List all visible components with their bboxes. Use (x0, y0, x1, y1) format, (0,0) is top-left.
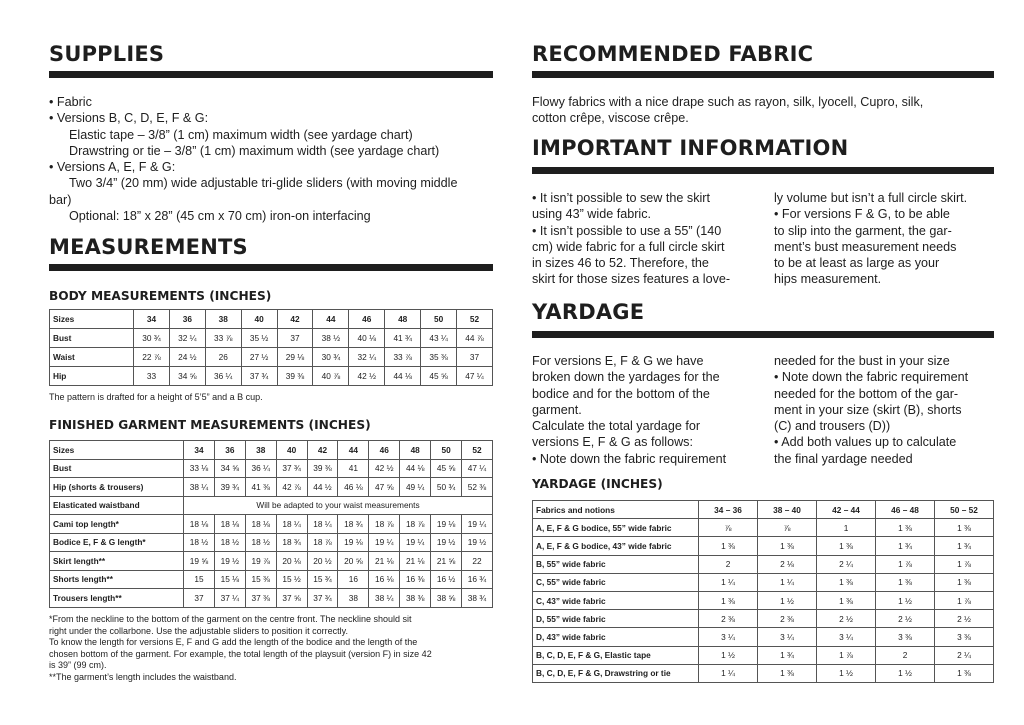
table-header-cell: 34 – 36 (699, 501, 758, 519)
table-cell: 1 ½ (876, 664, 935, 682)
table-header-cell: 50 (431, 441, 462, 460)
table-cell: 2 ⅜ (758, 610, 817, 628)
table-row (50, 459, 493, 478)
table-cell: 1 ⅜ (758, 664, 817, 682)
table-cell: 26 (205, 348, 241, 367)
table-row (533, 519, 994, 537)
text-line: ment’s bust measurement needs (774, 239, 957, 254)
row-label: A, E, F & G bodice, 55” wide fabric (533, 519, 699, 537)
recommended-fabric-rule (532, 71, 994, 78)
table-cell: 1 ⅞ (817, 646, 876, 664)
text-line: • Add both values up to calculate (774, 435, 957, 450)
table-header-cell: 34 (134, 310, 170, 329)
table-cell: 30 ¾ (313, 348, 349, 367)
row-label: Bodice E, F & G length* (50, 533, 184, 552)
row-label: Hip (shorts & trousers) (50, 478, 184, 497)
text-line: chosen bottom of the garment. For example, the total length of the playsuit (version F) in size 42 (49, 648, 432, 659)
row-label: Bust (50, 459, 184, 478)
text-line: **The garment’s length includes the waistband. (49, 671, 237, 682)
table-cell: 16 ½ (431, 570, 462, 589)
supplies-line: • Versions B, C, D, E, F & G: (49, 111, 209, 126)
table-cell: 45 ⅝ (431, 459, 462, 478)
table-cell: 19 ⅝ (184, 552, 215, 571)
text-line: • For versions F & G, to be able (774, 207, 950, 222)
table-cell: 20 ⅝ (338, 552, 369, 571)
table-cell: ⅞ (758, 519, 817, 537)
text-line: • It isn’t possible to sew the skirt (532, 191, 710, 205)
table-cell: 44 ⅛ (385, 367, 421, 386)
table-row (533, 537, 994, 555)
table-cell: 19 ⅛ (338, 533, 369, 552)
yardage-rule (532, 331, 994, 338)
row-label: Waist (50, 348, 134, 367)
table-cell: 1 ⅜ (935, 519, 994, 537)
table-cell: 1 ⅜ (876, 519, 935, 537)
table-row (50, 589, 493, 608)
recommended-fabric-heading: RECOMMENDED FABRIC (532, 42, 814, 66)
table-cell: 15 (184, 570, 215, 589)
important-rule (532, 167, 994, 174)
table-cell: 37 ¾ (276, 459, 307, 478)
table-cell: 30 ¾ (134, 329, 170, 348)
table-cell: 18 ⅛ (214, 515, 245, 534)
supplies-list (49, 94, 493, 224)
table-cell: 2 ½ (817, 610, 876, 628)
table-cell: 37 (277, 329, 313, 348)
supplies-line: • Versions A, E, F & G: (49, 160, 176, 175)
table-cell: 36 ¼ (245, 459, 276, 478)
table-cell: 37 ¾ (307, 589, 338, 608)
table-row (50, 515, 493, 534)
table-cell: 1 ⅜ (935, 573, 994, 591)
table-cell: 18 ½ (245, 533, 276, 552)
table-cell: 3 ⅜ (876, 628, 935, 646)
row-label: Bust (50, 329, 134, 348)
table-cell: 24 ½ (169, 348, 205, 367)
text-line: skirt for those sizes features a love- (532, 272, 731, 287)
table-cell: 1 ½ (817, 664, 876, 682)
table-cell: 1 ⅜ (935, 664, 994, 682)
table-cell: Will be adapted to your waist measurements (184, 496, 493, 515)
table-cell: 42 ½ (369, 459, 400, 478)
table-header-cell: Sizes (50, 310, 134, 329)
table-row (50, 570, 493, 589)
table-cell: 43 ¼ (421, 329, 457, 348)
table-cell: 38 (338, 589, 369, 608)
table-cell: 18 ⅞ (307, 533, 338, 552)
text-line: For versions E, F & G we have (532, 354, 704, 368)
table-cell: 35 ⅜ (421, 348, 457, 367)
row-label: C, 43” wide fabric (533, 591, 699, 609)
table-row (533, 610, 994, 628)
text-line: ment in your size (skirt (B), shorts (774, 402, 962, 417)
table-cell: 18 ½ (214, 533, 245, 552)
text-line: Calculate the total yardage for (532, 419, 701, 434)
table-cell: 37 ⅜ (245, 589, 276, 608)
table-header-cell: 46 (369, 441, 400, 460)
table-cell: 38 ¼ (184, 478, 215, 497)
table-cell: 34 ⅝ (214, 459, 245, 478)
table-cell: 1 ⅞ (876, 555, 935, 573)
finished-notes (49, 614, 493, 683)
finished-measurements-title: FINISHED GARMENT MEASUREMENTS (INCHES) (49, 418, 371, 432)
table-cell: 18 ¼ (276, 515, 307, 534)
table-cell: 1 ⅜ (876, 573, 935, 591)
yardage-table-title: YARDAGE (INCHES) (532, 477, 663, 491)
table-cell: 2 ⅜ (699, 610, 758, 628)
table-header-cell: 50 – 52 (935, 501, 994, 519)
row-label: Cami top length* (50, 515, 184, 534)
table-row (533, 555, 994, 573)
measurements-heading: MEASUREMENTS (49, 235, 248, 259)
table-cell: 16 ¾ (462, 570, 493, 589)
table-cell: 2 (876, 646, 935, 664)
table-cell: 46 ⅛ (338, 478, 369, 497)
table-cell: 42 ⅞ (276, 478, 307, 497)
table-header-cell: 42 (277, 310, 313, 329)
table-row (50, 533, 493, 552)
table-cell: 1 ¾ (935, 537, 994, 555)
table-cell: 50 ¾ (431, 478, 462, 497)
table-cell: 21 ⅝ (431, 552, 462, 571)
text-line: hips measurement. (774, 272, 882, 287)
text-line: • Note down the fabric requirement (774, 370, 969, 385)
table-cell: 2 ½ (876, 610, 935, 628)
table-cell: 19 ½ (462, 533, 493, 552)
table-cell: 1 ⅜ (817, 537, 876, 555)
table-cell: 40 ⅞ (313, 367, 349, 386)
table-cell: 2 ½ (935, 610, 994, 628)
table-cell: 33 (134, 367, 170, 386)
row-label: D, 43” wide fabric (533, 628, 699, 646)
measurements-rule (49, 264, 493, 271)
table-cell: 2 ¼ (817, 555, 876, 573)
table-cell: 19 ¼ (462, 515, 493, 534)
important-col-1 (532, 190, 730, 288)
table-header-cell: 38 (245, 441, 276, 460)
table-header-cell: 38 – 40 (758, 501, 817, 519)
table-cell: 16 ⅜ (400, 570, 431, 589)
text-line: needed for the bust in your size (774, 354, 950, 368)
table-cell: 1 ¾ (876, 537, 935, 555)
table-cell: 19 ¼ (369, 533, 400, 552)
text-line: • It isn’t possible to use a 55” (140 (532, 223, 722, 238)
table-header-cell: 38 (205, 310, 241, 329)
table-cell: 19 ⅞ (245, 552, 276, 571)
text-line: needed for the bottom of the gar- (774, 386, 959, 401)
table-header-row (533, 501, 994, 519)
row-label: Elasticated waistband (50, 496, 184, 515)
table-cell: 1 ⅞ (935, 555, 994, 573)
table-header-cell: Sizes (50, 441, 184, 460)
supplies-line: Optional: 18” x 28” (45 cm x 70 cm) iron-on interfacing (69, 209, 371, 224)
text-line: *From the neckline to the bottom of the garment on the centre front. The neckline should sit (49, 614, 412, 624)
text-line: (C) and trousers (D)) (774, 419, 891, 434)
table-cell: 1 ½ (758, 591, 817, 609)
table-cell: 20 ⅛ (276, 552, 307, 571)
table-cell: 15 ¾ (307, 570, 338, 589)
table-cell: 1 ⅜ (699, 537, 758, 555)
table-row (533, 646, 994, 664)
table-cell: 39 ⅜ (307, 459, 338, 478)
table-cell: 22 ⅞ (134, 348, 170, 367)
table-header-cell: 40 (241, 310, 277, 329)
table-cell: 52 ⅜ (462, 478, 493, 497)
text-line: • Note down the fabric requirement (532, 451, 727, 466)
recommended-fabric-text (532, 94, 923, 127)
yardage-col-2 (774, 353, 968, 467)
table-cell: 47 ¼ (462, 459, 493, 478)
table-cell: 38 ⅜ (400, 589, 431, 608)
table-row (50, 478, 493, 497)
table-cell: 37 ¾ (241, 367, 277, 386)
table-cell: 32 ¼ (169, 329, 205, 348)
fabric-line: Flowy fabrics with a nice drape such as rayon, silk, lyocell, Cupro, silk, (532, 95, 924, 109)
yardage-heading: YARDAGE (532, 300, 645, 324)
table-cell: 18 ⅞ (400, 515, 431, 534)
table-cell: 38 ⅝ (431, 589, 462, 608)
table-header-cell: 50 (421, 310, 457, 329)
table-cell: 18 ¾ (338, 515, 369, 534)
table-cell: 44 ⅛ (400, 459, 431, 478)
table-cell: 37 ⅝ (276, 589, 307, 608)
table-header-cell: 46 – 48 (876, 501, 935, 519)
body-measurements-table (49, 309, 493, 386)
table-row (50, 367, 493, 386)
row-label: Hip (50, 367, 134, 386)
table-header-cell: 40 (276, 441, 307, 460)
table-cell: 45 ⅝ (421, 367, 457, 386)
text-line: to slip into the garment, the gar- (774, 223, 952, 238)
table-row (533, 628, 994, 646)
table-row (50, 348, 493, 367)
fabric-line: cotton crêpe, viscose crêpe. (532, 111, 689, 126)
table-cell: 22 (462, 552, 493, 571)
table-header-cell: 52 (462, 441, 493, 460)
table-cell: 18 ¾ (276, 533, 307, 552)
text-line: cm) wide fabric for a full circle skirt (532, 239, 725, 254)
text-line: versions E, F & G as follows: (532, 435, 693, 450)
text-line: is 39” (99 cm). (49, 660, 107, 670)
row-label: D, 55” wide fabric (533, 610, 699, 628)
text-line: the final yardage needed (774, 451, 913, 466)
table-header-cell: 44 (313, 310, 349, 329)
table-cell: 19 ½ (214, 552, 245, 571)
table-cell: 16 ⅛ (369, 570, 400, 589)
table-cell: 19 ¼ (400, 533, 431, 552)
table-cell: 27 ½ (241, 348, 277, 367)
table-header-cell: Fabrics and notions (533, 501, 699, 519)
text-line: broken down the yardages for the (532, 370, 720, 385)
table-header-cell: 48 (385, 310, 421, 329)
table-cell: 33 ⅞ (385, 348, 421, 367)
text-line: To know the length for versions E, F and G add the length of the bodice and the length of the (49, 637, 418, 647)
table-cell: 47 ⅝ (369, 478, 400, 497)
table-row (50, 552, 493, 571)
row-label: B, C, D, E, F & G, Elastic tape (533, 646, 699, 664)
table-cell: 18 ⅞ (369, 515, 400, 534)
table-header-cell: 42 (307, 441, 338, 460)
table-row (50, 329, 493, 348)
table-cell: 39 ¾ (214, 478, 245, 497)
table-row (533, 664, 994, 682)
table-cell: 49 ¼ (400, 478, 431, 497)
table-cell: 21 ⅛ (369, 552, 400, 571)
table-cell: 15 ⅜ (245, 570, 276, 589)
table-cell: 15 ½ (276, 570, 307, 589)
table-cell: ⅞ (699, 519, 758, 537)
table-header-cell: 36 (214, 441, 245, 460)
table-header-cell: 46 (349, 310, 385, 329)
table-cell: 35 ½ (241, 329, 277, 348)
table-cell: 2 ¼ (935, 646, 994, 664)
yardage-table (532, 500, 994, 683)
table-cell: 16 (338, 570, 369, 589)
yardage-col-1 (532, 353, 726, 467)
row-label: A, E, F & G bodice, 43” wide fabric (533, 537, 699, 555)
table-cell: 40 ⅛ (349, 329, 385, 348)
table-cell: 41 ¾ (385, 329, 421, 348)
finished-measurements-table (49, 440, 493, 608)
table-cell: 29 ⅛ (277, 348, 313, 367)
supplies-line: Drawstring or tie – 3/8” (1 cm) maximum width (see yardage chart) (69, 143, 440, 158)
table-cell: 18 ⅛ (184, 515, 215, 534)
text-line: using 43” wide fabric. (532, 207, 652, 222)
table-cell: 44 ½ (307, 478, 338, 497)
table-cell: 2 (699, 555, 758, 573)
supplies-line: Two 3/4” (20 mm) wide adjustable tri-glide sliders (with moving middle (69, 176, 458, 191)
table-cell: 1 ¼ (758, 573, 817, 591)
table-header-row (50, 310, 493, 329)
table-header-cell: 48 (400, 441, 431, 460)
table-cell: 18 ½ (184, 533, 215, 552)
table-cell: 21 ⅛ (400, 552, 431, 571)
table-cell: 38 ½ (313, 329, 349, 348)
table-header-row (50, 441, 493, 460)
text-line: garment. (532, 402, 582, 417)
supplies-rule (49, 71, 493, 78)
table-row (533, 573, 994, 591)
table-cell: 44 ⅞ (457, 329, 493, 348)
table-header-cell: 36 (169, 310, 205, 329)
row-label: Shorts length** (50, 570, 184, 589)
table-cell: 1 ¾ (758, 646, 817, 664)
table-header-cell: 52 (457, 310, 493, 329)
table-cell: 32 ¼ (349, 348, 385, 367)
text-line: in sizes 46 to 52. Therefore, the (532, 256, 709, 271)
supplies-heading: SUPPLIES (49, 42, 165, 66)
table-cell: 18 ¼ (307, 515, 338, 534)
table-cell: 33 ⅛ (184, 459, 215, 478)
important-col-2 (774, 190, 967, 288)
text-line: ly volume but isn’t a full circle skirt. (774, 191, 968, 205)
table-cell: 19 ⅛ (431, 515, 462, 534)
text-line: to be at least as large as your (774, 256, 940, 271)
table-cell: 15 ⅛ (214, 570, 245, 589)
table-cell: 38 ¾ (462, 589, 493, 608)
row-label: Skirt length** (50, 552, 184, 571)
body-measurements-title: BODY MEASUREMENTS (INCHES) (49, 289, 272, 303)
row-label: B, C, D, E, F & G, Drawstring or tie (533, 664, 699, 682)
table-cell: 1 ¼ (699, 573, 758, 591)
table-header-cell: 44 (338, 441, 369, 460)
row-label: C, 55” wide fabric (533, 573, 699, 591)
important-heading: IMPORTANT INFORMATION (532, 136, 849, 160)
row-label: B, 55” wide fabric (533, 555, 699, 573)
table-cell: 41 (338, 459, 369, 478)
table-cell: 1 ⅜ (817, 591, 876, 609)
table-cell: 42 ½ (349, 367, 385, 386)
table-cell: 38 ¼ (369, 589, 400, 608)
table-cell: 1 ⅜ (817, 573, 876, 591)
table-cell: 39 ⅜ (277, 367, 313, 386)
table-cell: 3 ¼ (758, 628, 817, 646)
row-label: Trousers length** (50, 589, 184, 608)
table-cell: 2 ⅛ (758, 555, 817, 573)
table-cell: 1 ¼ (699, 664, 758, 682)
table-cell: 1 ⅞ (935, 591, 994, 609)
table-cell: 3 ⅜ (935, 628, 994, 646)
table-cell: 33 ⅞ (205, 329, 241, 348)
table-cell: 34 ⅝ (169, 367, 205, 386)
table-cell: 3 ¼ (817, 628, 876, 646)
table-cell: 37 (457, 348, 493, 367)
text-line: bodice and for the bottom of the (532, 386, 710, 401)
table-cell: 36 ¼ (205, 367, 241, 386)
table-cell: 41 ⅜ (245, 478, 276, 497)
table-row (50, 496, 493, 515)
table-header-cell: 42 – 44 (817, 501, 876, 519)
table-cell: 1 ½ (699, 646, 758, 664)
supplies-line: Elastic tape – 3/8” (1 cm) maximum width (see yardage chart) (69, 127, 413, 142)
table-cell: 37 ¼ (214, 589, 245, 608)
table-cell: 1 (817, 519, 876, 537)
table-cell: 47 ¼ (457, 367, 493, 386)
table-cell: 20 ½ (307, 552, 338, 571)
table-cell: 1 ⅜ (758, 537, 817, 555)
body-note: The pattern is drafted for a height of 5’5” and a B cup. (49, 392, 263, 402)
table-cell: 1 ⅜ (699, 591, 758, 609)
table-header-cell: 34 (184, 441, 215, 460)
table-cell: 19 ½ (431, 533, 462, 552)
supplies-line: bar) (49, 192, 72, 207)
supplies-line: • Fabric (49, 95, 92, 109)
table-cell: 3 ¼ (699, 628, 758, 646)
table-row (533, 591, 994, 609)
table-cell: 18 ⅛ (245, 515, 276, 534)
table-cell: 37 (184, 589, 215, 608)
text-line: right under the collarbone. Use the adjustable sliders to position it correctly. (49, 625, 348, 636)
table-cell: 1 ½ (876, 591, 935, 609)
